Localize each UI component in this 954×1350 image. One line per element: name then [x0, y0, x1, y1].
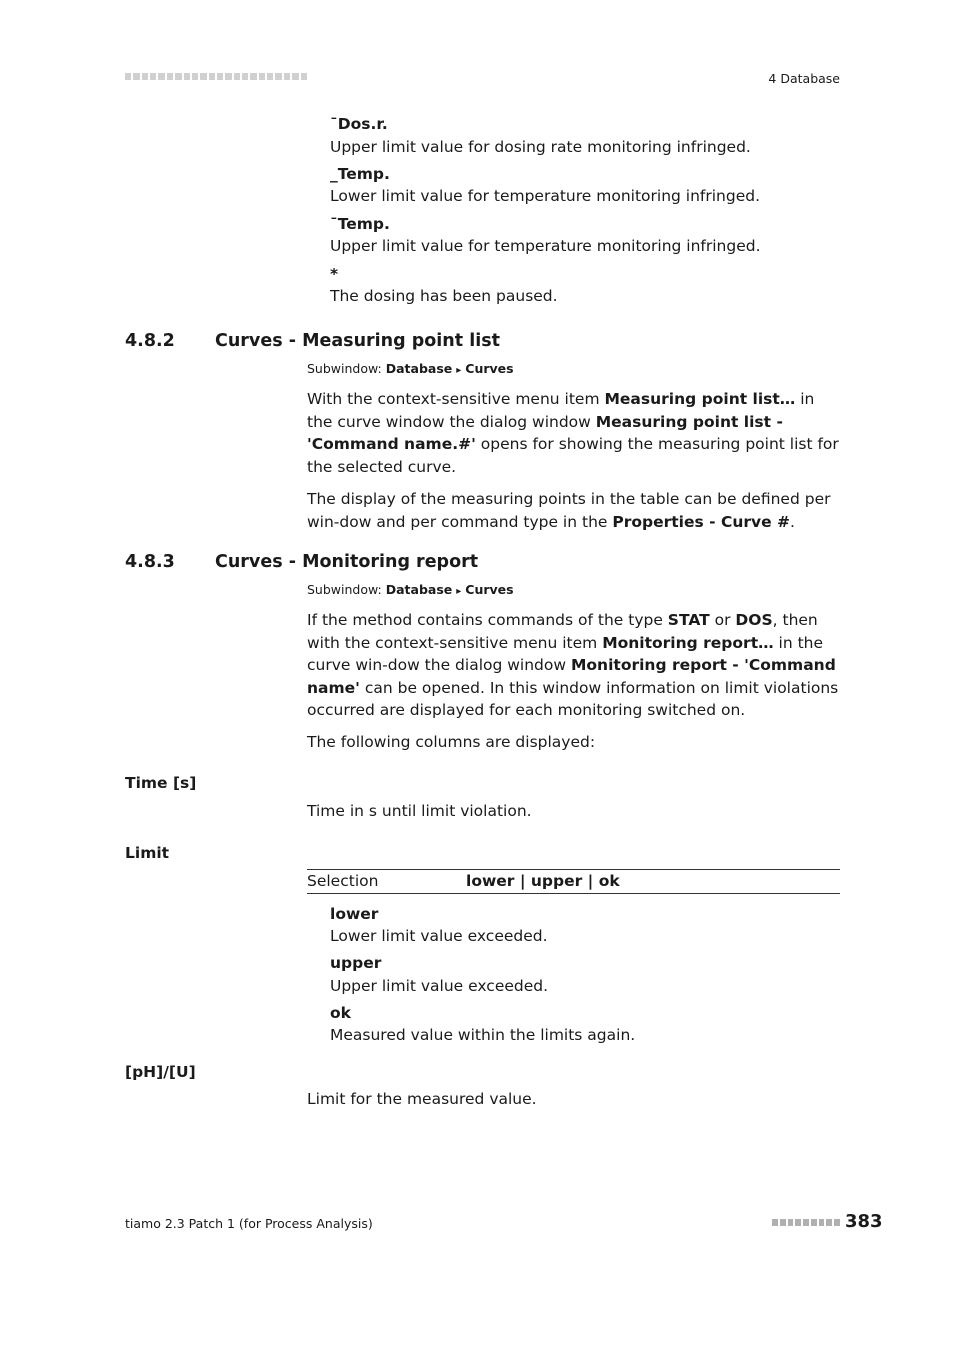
section-482-number: 4.8.2: [125, 331, 175, 351]
selection-value: lower | upper | ok: [466, 872, 620, 890]
intro-term-1: ¯Dos.r.: [330, 115, 388, 133]
column-limit-name: Limit: [125, 844, 170, 862]
subwindow-label: Subwindow:: [307, 582, 382, 597]
limit-option-upper-term: upper: [330, 954, 382, 972]
limit-option-ok-desc: Measured value within the limits again.: [330, 1026, 636, 1044]
page-number: 383: [845, 1211, 883, 1232]
subwindow-path-curves: Curves: [465, 361, 514, 376]
column-time-name: Time [s]: [125, 774, 197, 792]
section-482-paragraph-1: With the context-sensitive menu item Measuring point list… in the curve window the dialog window Measuring point list - 'Command name.#' opens for showing the measuring point list for the selected curve.: [307, 390, 839, 476]
intro-desc-2: Lower limit value for temperature monitoring infringed.: [330, 187, 761, 205]
column-time-desc: Time in s until limit violation.: [307, 802, 532, 820]
subwindow-path-curves: Curves: [465, 582, 514, 597]
subwindow-path-database: Database: [385, 361, 453, 376]
column-phu-name: [pH]/[U]: [125, 1063, 196, 1081]
intro-desc-4: The dosing has been paused.: [330, 287, 558, 305]
limit-option-ok-term: ok: [330, 1004, 351, 1022]
section-483-title: Curves - Monitoring report: [215, 552, 479, 572]
section-483-paragraph-1: If the method contains commands of the type STAT or DOS, then with the context-sensitive menu item Monitoring report… in the curve win-dow the dialog window Monitoring report - 'Command name' can be opened. In this window information on limit violations occurred are displayed for each monitoring switched on.: [307, 611, 839, 719]
intro-term-2: _Temp.: [330, 165, 390, 183]
intro-desc-3: Upper limit value for temperature monitoring infringed.: [330, 237, 761, 255]
section-483-number: 4.8.3: [125, 552, 175, 572]
footer-decoration: [772, 1219, 840, 1227]
selection-label: Selection: [307, 872, 379, 890]
limit-option-lower-term: lower: [330, 905, 379, 923]
selection-table-bottom-rule: [307, 893, 840, 894]
section-483-paragraph-2: The following columns are displayed:: [307, 733, 596, 751]
section-483-subwindow: [307, 582, 514, 597]
intro-term-4: *: [330, 265, 339, 283]
header-section: 4 Database: [768, 71, 840, 86]
limit-option-upper-desc: Upper limit value exceeded.: [330, 977, 549, 995]
section-482-subwindow: [307, 361, 514, 376]
section-482-title: Curves - Measuring point list: [215, 331, 500, 351]
intro-term-3: ¯Temp.: [330, 215, 390, 233]
limit-option-lower-desc: Lower limit value exceeded.: [330, 927, 548, 945]
column-phu-desc: Limit for the measured value.: [307, 1090, 537, 1108]
subwindow-label: Subwindow:: [307, 361, 382, 376]
header-decoration: [125, 73, 307, 81]
path-arrow-icon: ▸: [456, 586, 462, 597]
section-482-paragraph-2: The display of the measuring points in the table can be defined per win-dow and per command type in the Properties - Curve #.: [307, 490, 831, 531]
path-arrow-icon: ▸: [456, 365, 462, 376]
intro-desc-1: Upper limit value for dosing rate monitoring infringed.: [330, 138, 751, 156]
footer-product: tiamo 2.3 Patch 1 (for Process Analysis): [125, 1216, 373, 1231]
subwindow-path-database: Database: [385, 582, 453, 597]
